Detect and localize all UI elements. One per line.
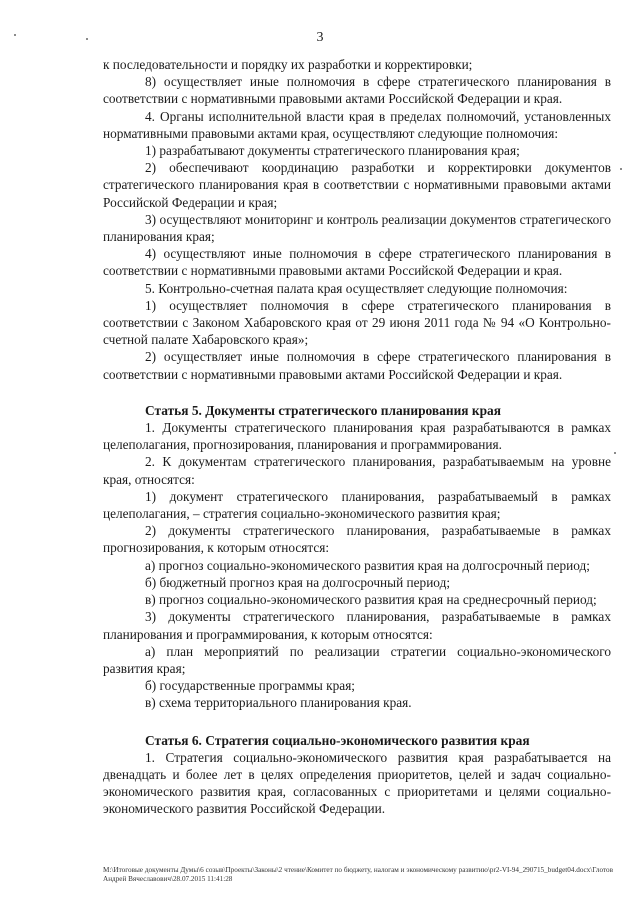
page-number: 3 [316,30,324,45]
paragraph: 5. Контрольно-счетная палата края осуществляет следующие полномочия: [145,280,568,296]
paragraph: в) прогноз социально-экономического развития края на среднесрочный период; [145,592,597,608]
paragraph: 1) разрабатывают документы стратегического планирования края; [145,143,520,159]
scan-speck [86,38,88,40]
paragraph: 4. Органы исполнительной власти края в пределах полномочий, установленных нормативными правовыми актами края, осуществляют следующие полномочия: [103,108,611,141]
paragraph: 2) осуществляет иные полномочия в сфере стратегического планирования в соответствии с нормативными правовыми актами Российской Федерации и края. [103,349,611,382]
paragraph: а) прогноз социально-экономического развития края на долгосрочный период; [145,557,590,573]
paragraph: 4) осуществляют иные полномочия в сфере стратегического планирования в соответствии с нормативными правовыми актами Российской Федерации и края. [103,246,611,279]
paragraph: б) государственные программы края; [145,678,356,694]
document-body [103,56,611,818]
paragraph: 1. Стратегия социально-экономического развития края разрабатывается на двенадцать и более лет в целях определения приоритетов, целей и задач социально-экономического развития края, согласованных с приоритетами и целями социально-экономического развития Российской Федерации. [103,749,611,817]
article-6-heading: Статья 6. Стратегия социально-экономического развития края [145,732,530,748]
scan-speck [614,452,616,454]
paragraph: 2) документы стратегического планирования, разрабатываемые в рамках прогнозирования, к которым относятся: [103,523,611,556]
article-5-heading: Статья 5. Документы стратегического планирования края [145,402,501,418]
paragraph: 2) обеспечивают координацию разработки и корректировки документов стратегического планирования края в соответствии с нормативными правовыми актами Российской Федерации и края; [103,160,611,210]
paragraph: б) бюджетный прогноз края на долгосрочный период; [145,574,451,590]
file-path-footer: M:\Итоговые документы Думы\6 созыв\Проекты\Законы\2 чтение\Комитет по бюджету, налогам и экономическому развитию\pr2-VI-94_290715_budget04.docx\Глотов Андрей Вячеславович\28.07.2015 11:41:28 [103,866,613,883]
paragraph: а) план мероприятий по реализации стратегии социально-экономического развития края; [103,643,611,676]
paragraph: к последовательности и порядку их разработки и корректировки; [103,57,473,72]
paragraph: 1) осуществляет полномочия в сфере стратегического планирования в соответствии с Законом Хабаровского края от 29 июня 2011 года № 94 «О Контрольно-счетной палате Хабаровского края»; [103,297,611,348]
paragraph: 1) документ стратегического планирования, разрабатываемый в рамках целеполагания, – стратегия социально-экономического развития края; [103,488,611,522]
scan-speck [14,34,16,36]
paragraph: 3) документы стратегического планирования, разрабатываемые в рамках планирования и программирования, к которым относятся: [103,609,611,642]
paragraph: 2. К документам стратегического планирования, разрабатываемым на уровне края, относятся: [103,454,611,487]
paragraph: 1. Документы стратегического планирования края разрабатываются в рамках целеполагания, прогнозирования, планирования и программирования. [103,420,611,453]
paragraph: 3) осуществляют мониторинг и контроль реализации документов стратегического планирования края; [103,211,611,245]
paragraph: 8) осуществляет иные полномочия в сфере стратегического планирования в соответствии с нормативными правовыми актами Российской Федерации и края. [103,74,611,107]
scan-speck [620,168,622,170]
paragraph: в) схема территориального планирования края. [145,695,412,711]
